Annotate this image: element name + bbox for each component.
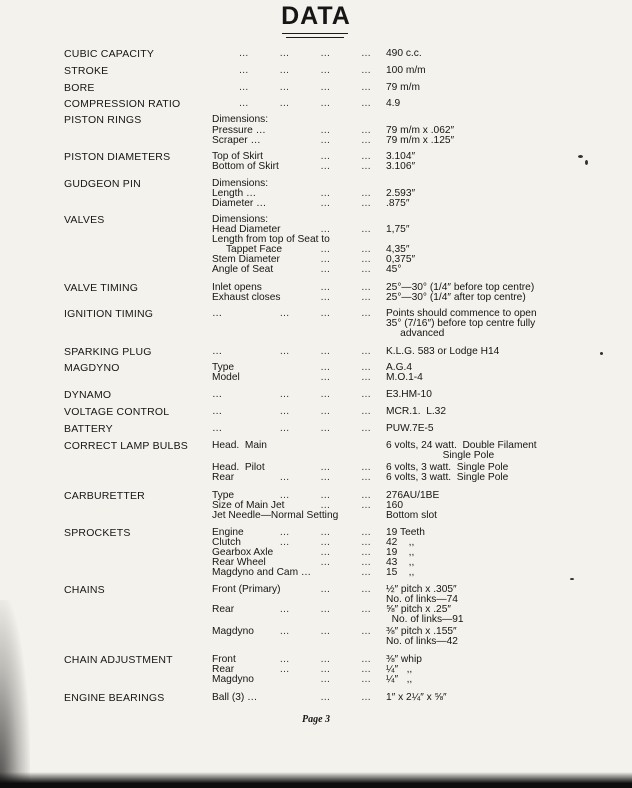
field-value: Bottom slot <box>386 510 437 521</box>
field-sublabel: Front (Primary) <box>212 584 281 595</box>
field-label: GUDGEON PIN <box>64 178 141 190</box>
field-value: 0,375″ <box>386 254 416 265</box>
leader-dots: … … <box>320 500 372 511</box>
field-sublabel: Top of Skirt <box>212 151 263 162</box>
leader-dots: … … <box>320 125 372 136</box>
field-value: MCR.1. L.32 <box>386 406 447 417</box>
field-label: BATTERY <box>64 423 113 435</box>
field-label: DYNAMO <box>64 389 112 401</box>
field-sublabel: Type <box>212 362 235 373</box>
field-sublabel: Magdyno <box>212 674 254 685</box>
field-value: 490 c.c. <box>386 48 422 59</box>
field-value: advanced <box>386 328 445 339</box>
leader-dots: … … … <box>279 626 372 637</box>
leader-dots: … … <box>320 264 372 275</box>
field-sublabel: … <box>212 389 223 400</box>
field-sublabel: Tappet Face <box>212 244 283 255</box>
field-label: PISTON DIAMETERS <box>64 151 171 163</box>
field-value: 1″ x 2¼″ x ⅝″ <box>386 692 447 703</box>
field-sublabel: Dimensions: <box>212 178 269 189</box>
field-value: M.O.1-4 <box>386 372 423 383</box>
field-sublabel: Length from top of Seat to <box>212 234 330 245</box>
title-underline-bottom <box>286 37 344 38</box>
leader-dots: … … <box>320 161 372 172</box>
field-sublabel: Rear <box>212 472 235 483</box>
leader-dots: … … <box>320 674 372 685</box>
field-value: ½″ pitch x .305″ <box>386 584 457 595</box>
field-sublabel: Rear <box>212 604 235 615</box>
field-sublabel: Gearbox Axle <box>212 547 274 558</box>
leader-dots: … … <box>320 282 372 293</box>
field-value: 25°—30° (1/4″ before top centre) <box>386 282 535 293</box>
leader-dots: … … <box>320 372 372 383</box>
field-sublabel: Engine <box>212 527 244 538</box>
field-value: No. of links—91 <box>386 614 464 625</box>
field-sublabel: Magdyno and Cam … <box>212 567 312 578</box>
field-value: 276AU/1BE <box>386 490 440 501</box>
field-value: 45° <box>386 264 402 275</box>
field-value: 4.9 <box>386 98 401 109</box>
field-label: VALVE TIMING <box>64 282 139 294</box>
field-sublabel: Model <box>212 372 240 383</box>
page-title: DATA <box>281 2 351 30</box>
field-sublabel: Head. Main <box>212 440 267 451</box>
field-value: 6 volts, 3 watt. Single Pole <box>386 472 509 483</box>
field-sublabel: Dimensions: <box>212 114 269 125</box>
field-label: CHAIN ADJUSTMENT <box>64 654 173 666</box>
field-value: 19 Teeth <box>386 527 425 538</box>
field-value: 19 ,, <box>386 547 415 558</box>
leader-dots: … … <box>320 547 372 558</box>
field-sublabel: Jet Needle—Normal Setting <box>212 510 339 521</box>
field-value: ⅜″ pitch x .155″ <box>386 626 457 637</box>
field-value: A.G.4 <box>386 362 413 373</box>
field-value: 79 m/m <box>386 82 420 93</box>
field-sublabel: Scraper … <box>212 135 261 146</box>
leader-dots: … … … … <box>238 48 372 59</box>
field-value: 4,35″ <box>386 244 410 255</box>
field-value: No. of links—42 <box>386 636 458 647</box>
leader-dots: … … … <box>279 308 372 319</box>
field-sublabel: … <box>212 346 223 357</box>
field-label: CARBURETTER <box>64 490 145 502</box>
field-label: SPARKING PLUG <box>64 346 152 358</box>
field-value: Points should commence to open <box>386 308 537 319</box>
field-value: Single Pole <box>386 450 495 461</box>
field-value: K.L.G. 583 or Lodge H14 <box>386 346 500 357</box>
field-sublabel: Exhaust closes <box>212 292 281 303</box>
leader-dots: … … <box>320 362 372 373</box>
field-label: CUBIC CAPACITY <box>64 48 155 60</box>
leader-dots: … … … … <box>238 98 372 109</box>
field-value: 160 <box>386 500 403 511</box>
field-value: 43 ,, <box>386 557 415 568</box>
field-value: 79 m/m x .125″ <box>386 135 455 146</box>
field-sublabel: Bottom of Skirt <box>212 161 279 172</box>
field-value: E3.HM-10 <box>386 389 432 400</box>
field-value: 3.106″ <box>386 161 416 172</box>
leader-dots: … … … <box>279 654 372 665</box>
field-value: PUW.7E-5 <box>386 423 434 434</box>
field-sublabel: Head. Pilot <box>212 462 265 473</box>
field-label: MAGDYNO <box>64 362 120 374</box>
scan-speck <box>578 155 583 158</box>
field-value: 35° (7/16″) before top centre fully <box>386 318 536 329</box>
field-value: 15 ,, <box>386 567 415 578</box>
field-value: 79 m/m x .062″ <box>386 125 455 136</box>
leader-dots: … … <box>320 151 372 162</box>
leader-dots: … … <box>320 254 372 265</box>
field-sublabel: Length … <box>212 188 257 199</box>
field-sublabel: Stem Diameter <box>212 254 280 265</box>
field-sublabel: Clutch <box>212 537 241 548</box>
field-label: BORE <box>64 82 95 94</box>
field-sublabel: … <box>212 308 223 319</box>
leader-dots: … … … … <box>238 65 372 76</box>
field-value: ⅜″ whip <box>386 654 422 665</box>
leader-dots: … … <box>320 462 372 473</box>
scan-speck <box>585 160 588 165</box>
field-sublabel: Pressure … <box>212 125 266 136</box>
field-value: 25°—30° (1/4″ after top centre) <box>386 292 526 303</box>
page-number: Page 3 <box>301 714 331 725</box>
field-sublabel: Dimensions: <box>212 214 269 225</box>
leader-dots: … … <box>320 224 372 235</box>
field-value: .875″ <box>386 198 410 209</box>
leader-dots: … … … <box>279 423 372 434</box>
leader-dots: … … … <box>279 604 372 615</box>
leader-dots: … … … <box>279 406 372 417</box>
leader-dots: … … … <box>279 664 372 675</box>
field-label: VALVES <box>64 214 105 226</box>
field-value: 100 m/m <box>386 65 426 76</box>
leader-dots: … … <box>320 584 372 595</box>
field-sublabel: Front <box>212 654 236 665</box>
field-sublabel: Ball (3) … <box>212 692 258 703</box>
field-value: 6 volts, 3 watt. Single Pole <box>386 462 509 473</box>
field-sublabel: … <box>212 423 223 434</box>
field-sublabel: Inlet opens <box>212 282 262 293</box>
field-value: 2.593″ <box>386 188 416 199</box>
field-label: VOLTAGE CONTROL <box>64 406 170 418</box>
field-label: STROKE <box>64 65 109 77</box>
title-underline-top <box>282 33 348 34</box>
field-value: ¼″ ,, <box>386 664 413 675</box>
field-sublabel: Head Diameter <box>212 224 281 235</box>
field-sublabel: Angle of Seat <box>212 264 274 275</box>
scan-shadow-left <box>0 600 30 788</box>
field-value: ¼″ ,, <box>386 674 413 685</box>
leader-dots: … … … <box>279 346 372 357</box>
field-value: 42 ,, <box>386 537 415 548</box>
field-value: 6 volts, 24 watt. Double Filament <box>386 440 537 451</box>
leader-dots: … … … … <box>238 82 372 93</box>
field-label: COMPRESSION RATIO <box>64 98 181 110</box>
field-label: PISTON RINGS <box>64 114 142 126</box>
field-sublabel: … <box>212 406 223 417</box>
field-value: 1,75″ <box>386 224 410 235</box>
leader-dots: … … … <box>279 527 372 538</box>
leader-dots: … … <box>320 557 372 568</box>
scan-speck <box>570 578 574 580</box>
field-sublabel: Diameter … <box>212 198 267 209</box>
field-label: CHAINS <box>64 584 105 596</box>
leader-dots: … … <box>320 188 372 199</box>
leader-dots: … <box>361 567 372 578</box>
leader-dots: … … … <box>279 537 372 548</box>
field-label: CORRECT LAMP BULBS <box>64 440 188 452</box>
leader-dots: … … <box>320 692 372 703</box>
field-label: SPROCKETS <box>64 527 131 539</box>
field-sublabel: Rear Wheel <box>212 557 266 568</box>
scan-shadow-bottom <box>0 772 632 788</box>
scan-speck <box>600 352 603 355</box>
leader-dots: … … <box>320 292 372 303</box>
field-label: ENGINE BEARINGS <box>64 692 165 704</box>
leader-dots: … … <box>320 244 372 255</box>
leader-dots: … … … <box>279 490 372 501</box>
leader-dots: … … <box>320 135 372 146</box>
field-value: 3.104″ <box>386 151 416 162</box>
field-label: IGNITION TIMING <box>64 308 154 320</box>
field-value: No. of links—74 <box>386 594 458 605</box>
field-sublabel: Rear <box>212 664 235 675</box>
field-sublabel: Type <box>212 490 235 501</box>
field-value: ⅝″ pitch x .25″ <box>386 604 451 615</box>
leader-dots: … … <box>320 198 372 209</box>
field-sublabel: Magdyno <box>212 626 254 637</box>
leader-dots: … … … <box>279 389 372 400</box>
field-sublabel: Size of Main Jet <box>212 500 285 511</box>
leader-dots: … … … <box>279 472 372 483</box>
